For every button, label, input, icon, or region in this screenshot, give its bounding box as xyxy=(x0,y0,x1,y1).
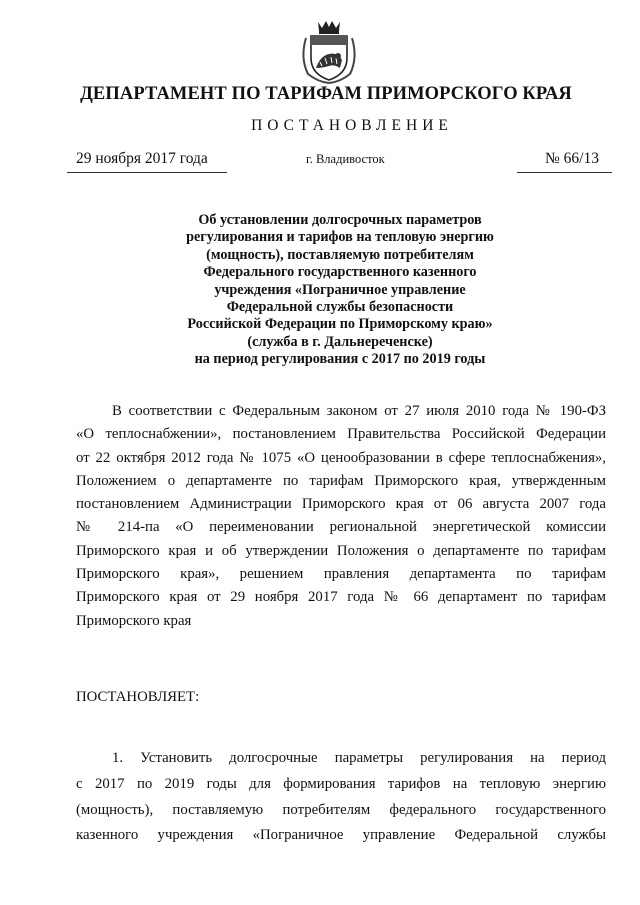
coat-of-arms-icon xyxy=(298,18,360,84)
subject-line: Об установлении долгосрочных параметров xyxy=(198,212,482,228)
document-number: № 66/13 xyxy=(545,150,599,167)
preamble-line: Положением о департаменте по тарифам Приморского края, утвержденным xyxy=(76,472,606,489)
point-line: с 2017 по 2019 годы для формирования тарифов на тепловую энергию xyxy=(76,775,606,792)
subject-line: регулирования и тарифов на тепловую энергию xyxy=(186,229,494,246)
point-line: 1. Установить долгосрочные параметры регулирования на период xyxy=(112,750,606,766)
preamble-line: «О теплоснабжении», постановлением Правительства Российской Федерации xyxy=(76,426,606,443)
document-date: 29 ноября 2017 года xyxy=(76,150,208,167)
subject-line: (мощность), поставляемую потребителям xyxy=(206,246,474,263)
document-city: г. Владивосток xyxy=(306,152,385,166)
document-subject xyxy=(140,212,540,369)
point-1-paragraph xyxy=(76,746,606,849)
subject-line: на период регулирования с 2017 по 2019 годы xyxy=(194,351,486,368)
preamble-line: В соответствии с Федеральным законом от 27 июля 2010 года № 190-ФЗ xyxy=(112,403,606,419)
subject-line: Федерального государственного казенного xyxy=(203,264,477,281)
preamble-line: постановлением Администрации Приморского края от 06 августа 2007 года xyxy=(76,496,606,513)
subject-line: учреждения «Пограничное управление xyxy=(214,281,466,298)
preamble-line: Приморского края от 29 ноября 2017 года № 66 департамент по тарифам xyxy=(76,589,606,606)
subject-line: (служба в г. Дальнереченске) xyxy=(247,333,433,350)
preamble-paragraph xyxy=(76,400,606,633)
subject-line: Российской Федерации по Приморскому краю» xyxy=(187,316,493,333)
preamble-line: Приморского края», решением правления департамента по тарифам xyxy=(76,566,606,583)
decree-word: ПОСТАНОВЛЯЕТ: xyxy=(76,689,200,705)
number-underline xyxy=(517,172,612,173)
preamble-line: от 22 октября 2012 года № 1075 «О ценообразовании в сфере теплоснабжения», xyxy=(76,449,606,466)
point-line: казенного учреждения «Пограничное управление Федеральной службы xyxy=(76,827,606,844)
document-type: ПОСТАНОВЛЕНИЕ xyxy=(251,117,453,134)
preamble-line: Приморского края и об утверждении Положения о департаменте по тарифам xyxy=(76,542,606,559)
document-meta xyxy=(0,150,640,180)
preamble-line: Приморского края xyxy=(76,612,192,629)
department-title: ДЕПАРТАМЕНТ ПО ТАРИФАМ ПРИМОРСКОГО КРАЯ xyxy=(80,84,572,104)
date-underline xyxy=(67,172,227,173)
point-line: (мощность), поставляемую потребителям федерального государственного xyxy=(76,801,606,818)
preamble-line: № 214-па «О переименовании региональной энергетической комиссии xyxy=(76,519,606,536)
subject-line: Федеральной службы безопасности xyxy=(226,299,454,316)
